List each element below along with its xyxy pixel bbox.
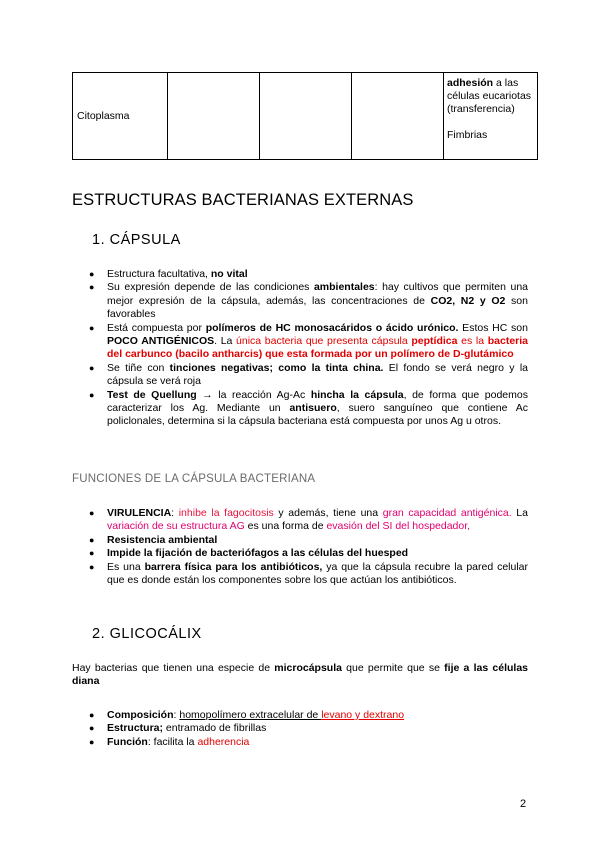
list-item: ● Su expresión depende de las condiciones ambientales: hay cultivos que permiten una mejor expresión de la cápsula, además, las concentraciones de CO2, N2 y O2 son favorables <box>89 281 528 321</box>
text-run: Se tiñe con <box>107 361 170 374</box>
text-run: La <box>511 507 528 519</box>
text-run: son favorables <box>107 294 528 321</box>
funciones-list <box>72 507 528 587</box>
text-run: Hay bacterias que tienen una especie de <box>72 662 275 674</box>
section-title: ESTRUCTURAS BACTERIANAS EXTERNAS <box>72 191 414 209</box>
text-run: Su expresión depende de las condiciones <box>107 281 314 294</box>
structure-table <box>72 72 538 160</box>
text-run: Test de Quellung <box>107 388 197 401</box>
table-cell-empty <box>168 73 260 160</box>
text-run: Estructura facultativa, <box>107 268 211 280</box>
text-run: variación de su estructura AG <box>107 520 245 533</box>
text-run: ambientales <box>313 281 375 294</box>
page-number: 2 <box>520 798 527 810</box>
text-run: : <box>171 507 179 519</box>
list-item: ● Función: facilita la adherencia <box>89 735 250 748</box>
list-item: ● Resistencia ambiental <box>89 533 218 546</box>
text-run: Estructura; <box>107 722 164 735</box>
capsula-heading: 1. CÁPSULA <box>92 232 181 248</box>
text-run: homopolímero extracelular de <box>179 709 322 721</box>
text-run: evasión del SI del hospedador, <box>326 520 471 533</box>
capsula-list <box>72 268 528 429</box>
list-item: ● Está compuesta por polímeros de HC monosacáridos o ácido urónico. Estos HC son POCO ANTIGÉNICOS. La única bacteria que presenta cápsula peptídica es la bacteria del carbunco (bacilo antharcis) que esta formada por un polímero de D-glutámico <box>89 321 529 361</box>
text-run: → la reacción Ag-Ac <box>196 388 311 401</box>
glicocalix-list <box>72 709 528 749</box>
adhesion-rest: a las células eucariotas (transferencia) <box>447 77 532 115</box>
list-item: ● Estructura; entramado de fibrillas <box>89 722 267 735</box>
text-run: Composición <box>107 709 174 721</box>
text-run: levano y dextrano <box>321 709 405 721</box>
table-cell-empty <box>260 73 352 160</box>
text-run: Función <box>107 735 148 748</box>
text-run: entramado de fibrillas <box>163 722 267 735</box>
text-run: Es una <box>107 560 145 573</box>
table-cell-empty <box>352 73 444 160</box>
text-run: . La <box>214 335 237 348</box>
text-run: única bacteria que presenta cápsula <box>236 335 412 348</box>
text-run: , suero sanguíneo que contiene Ac policlonales, determina si la cápsula bacteriana está compuesta por unos Ag u otros. <box>107 402 528 428</box>
funciones-heading: FUNCIONES DE LA CÁPSULA BACTERIANA <box>72 473 316 485</box>
text-run: tinciones negativas; como la tinta china. <box>169 361 384 374</box>
list-item: ● Es una barrera física para los antibióticos, ya que la cápsula recubre la pared celular que es donde están los componentes sobre los que actúan los antibióticos. <box>89 560 529 587</box>
text-run: CO2, N2 y O2 <box>430 294 506 307</box>
text-run: : facilita la <box>147 735 198 748</box>
text-run: Resistencia ambiental <box>107 533 218 546</box>
text-run: es la <box>457 335 488 348</box>
row-label: Citoplasma <box>77 109 130 122</box>
text-run: Estos HC son <box>458 321 528 334</box>
text-run: Impide la fijación de bacteriófagos a las células del huesped <box>107 547 409 560</box>
text-run: bacteria del carbunco (bacilo antharcis) que esta formada por un polímero de D-glutámico <box>107 335 529 361</box>
list-item: ● Composición: homopolímero extracelular de levano y dextrano <box>89 709 405 721</box>
text-run: barrera física para los antibióticos, <box>144 560 323 573</box>
text-run: VIRULENCIA <box>107 507 172 519</box>
table-row <box>73 73 538 160</box>
text-run: polímeros de HC monosacáridos o ácido urónico. <box>205 321 459 334</box>
list-item: ● Estructura facultativa, no vital <box>89 268 248 280</box>
glicocalix-heading: 2. GLICOCÁLIX <box>92 626 202 642</box>
text-run: peptídica <box>411 335 458 348</box>
text-run: , de forma que podemos caracterizar los Ag. Mediante un <box>107 388 528 415</box>
text-run: fije a las células diana <box>72 662 528 688</box>
text-run: Está compuesta por <box>107 321 206 334</box>
text-run: gran capacidad antigénica. <box>382 507 512 519</box>
list-item: ● VIRULENCIA: inhibe la fagocitosis y además, tiene una gran capacidad antigénica. La variación de su estructura AG es una forma de evasión del SI del hospedador, <box>89 507 528 533</box>
glicocalix-paragraph <box>72 662 528 689</box>
text-run: inhibe la fagocitosis <box>178 507 274 519</box>
list-item: ● Impide la fijación de bacteriófagos a las células del huesped <box>89 547 409 560</box>
text-run: es una forma de <box>244 520 327 533</box>
text-run: adherencia <box>197 735 250 748</box>
adhesion-text: adhesión <box>447 77 494 89</box>
text-run: hincha la cápsula <box>310 388 404 401</box>
text-run: ya que la cápsula recubre la pared celular que es donde están los componentes sobre los que actúan los antibióticos. <box>107 560 529 587</box>
text-run: antisuero <box>289 402 337 415</box>
fimbrias-text: Fimbrias <box>447 129 488 141</box>
table-cell-function <box>444 73 538 160</box>
text-run: : hay cultivos que permiten una mejor expresión de la cápsula, además, las concentraciones de <box>107 281 528 307</box>
table-cell-label <box>73 73 168 160</box>
text-run: y además, tiene una <box>273 507 383 519</box>
list-item: ● Se tiñe con tinciones negativas; como la tinta china. El fondo se verá negro y la cápsula se verá roja <box>89 361 528 388</box>
list-item: ● Test de Quellung → la reacción Ag-Ac hincha la cápsula, de forma que podemos caracterizar los Ag. Mediante un antisuero, suero sanguíneo que contiene Ac policlonales, determina si la cápsula bacteriana está compuesta por unos Ag u otros. <box>89 388 528 428</box>
text-run: que permite que se <box>341 662 445 674</box>
text-run: no vital <box>210 268 248 280</box>
text-run: POCO ANTIGÉNICOS <box>107 335 215 348</box>
text-run: microcápsula <box>274 662 342 674</box>
text-run: : <box>173 709 180 721</box>
text-run: El fondo se verá negro y la cápsula se verá roja <box>107 361 528 388</box>
